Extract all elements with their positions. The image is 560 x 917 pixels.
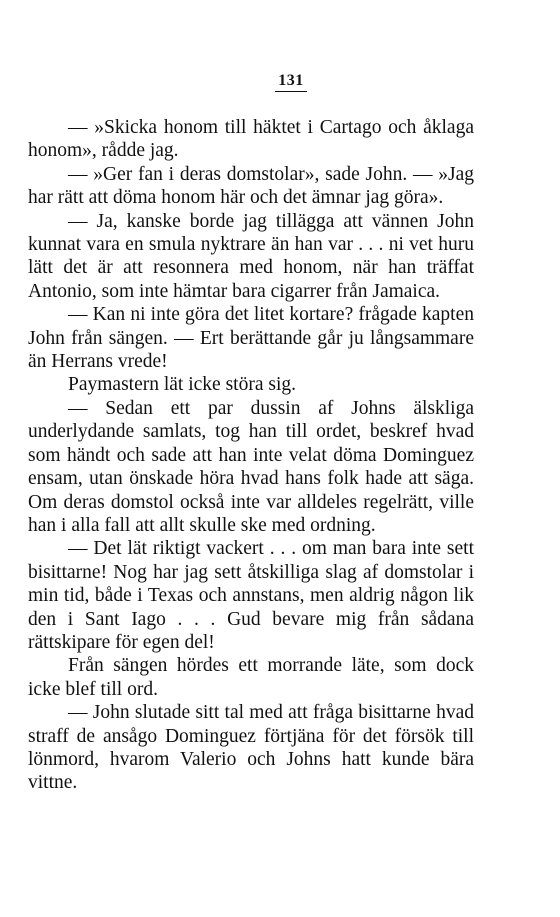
paragraph-6: — Sedan ett par dussin af Johns älskliga underlydande samlats, tog han till ordet, beskref hvad som händt och sade att han inte velat döma Dominguez ensam, utan önskade höra hvad hans folk hade att säga. Om deras domstol också inte var alldeles regelrätt, ville han i alla fall att allt skulle ske med ordning. (28, 397, 474, 536)
paragraph-7: — Det lät riktigt vackert . . . om man bara inte sett bisittarne! Nog har jag sett åtskilliga slag af domstolar i min tid, både i Texas och annstans, men aldrig någon lik den i Sant Iago . . . Gud bevare mig från sådana rättskipare för egen del! (28, 538, 474, 653)
paragraph-8: Från sängen hördes ett morrande läte, som dock icke blef till ord. (28, 655, 474, 700)
body-text (28, 116, 474, 795)
paragraph-5: Paymastern lät icke störa sig. (68, 374, 296, 396)
paragraph-9: — John slutade sitt tal med att fråga bisittarne hvad straff de ansågo Dominguez förtjäna för det försök till lönmord, hvarom Valerio och Johns hatt kunde bära vittne. (28, 702, 474, 794)
page-number (0, 72, 560, 92)
paragraph-3: — Ja, kanske borde jag tillägga att vännen John kunnat vara en smula nyktrare än han var . . . ni vet huru lätt det är att resonnera med honom, när han träffat Antonio, som inte hämtar bara cigarrer från Jamaica. (28, 210, 474, 302)
paragraph-2: — »Ger fan i deras domstolar», sade John. — »Jag har rätt att döma honom här och det ämnar jag göra». (28, 163, 474, 209)
paragraph-4: — Kan ni inte göra det litet kortare? frågade kapten John från sängen. — Ert berättande går ju långsammare än Herrans vrede! (28, 304, 474, 373)
paragraph-1: — »Skicka honom till häktet i Cartago och åklaga honom», rådde jag. (28, 117, 474, 162)
page-number-text: 131 (275, 72, 307, 92)
